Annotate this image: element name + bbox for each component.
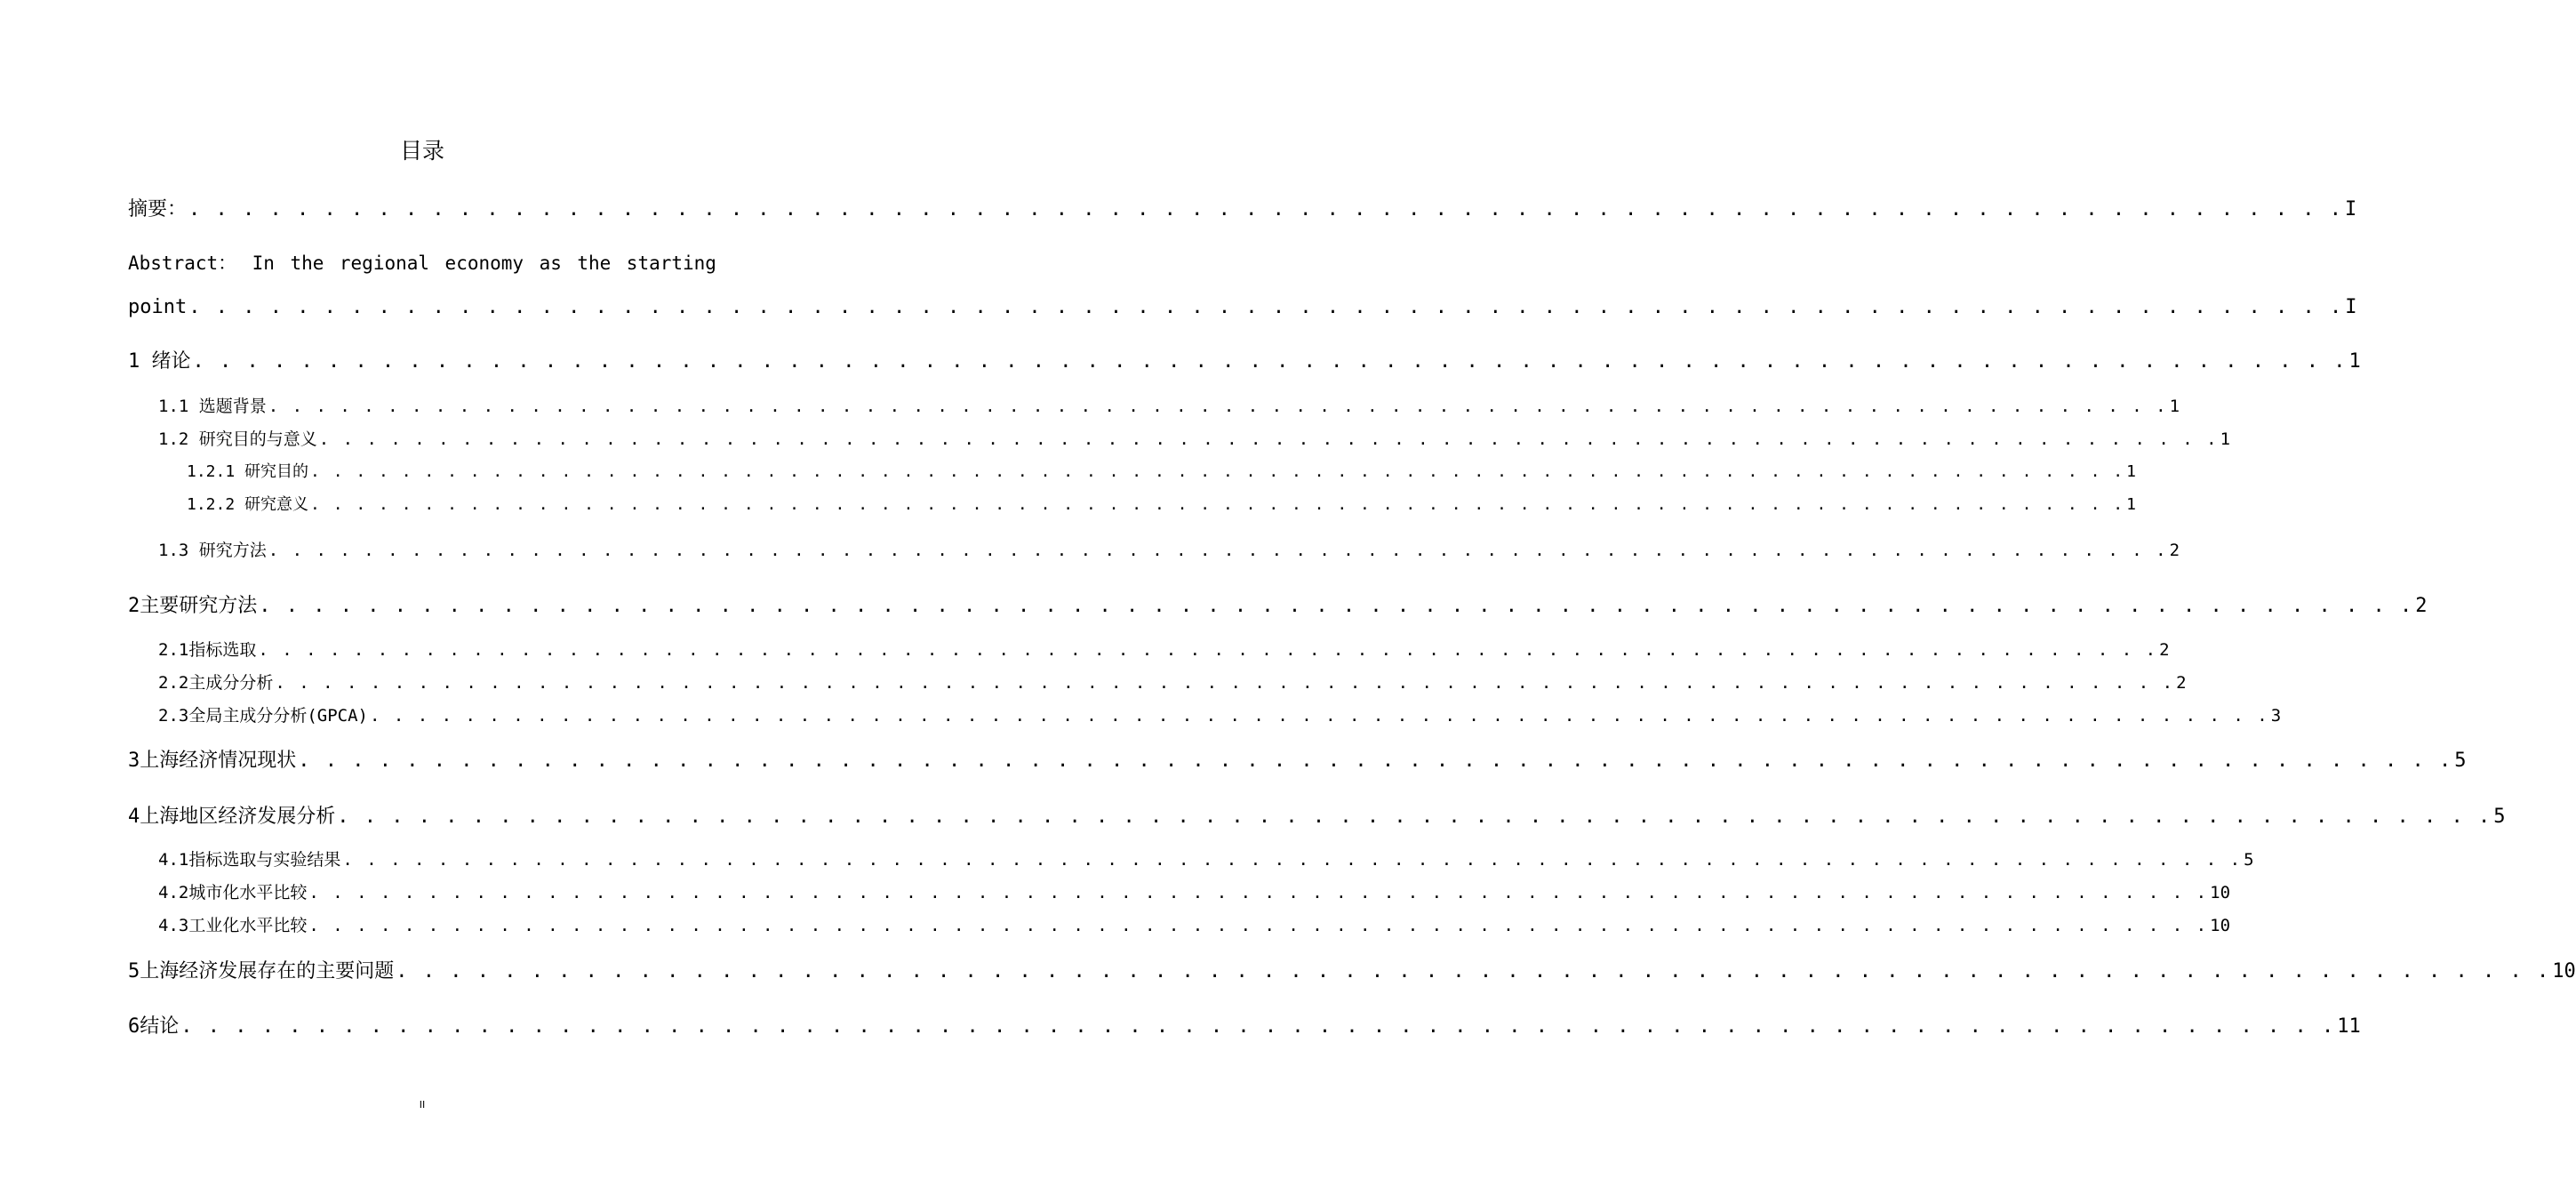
toc-entry[interactable] [158,428,2231,451]
toc-entry[interactable] [187,494,2136,516]
toc-entry-page-number: 5 [2493,806,2506,828]
toc-leader-dots: . . . . . . . . . . . . . . . . . . . . . . . . . . . . . . . . . . . . . . . . . . . . . . . . . . . . . . . . . . . . . . . . . . . . . . . . . . . . . . . . [298,750,2453,772]
abstract-word: regional [339,253,430,274]
toc-entry-label: 4上海地区经济发展分析 [128,806,336,828]
toc-leader-dots: . . . . . . . . . . . . . . . . . . . . . . . . . . . . . . . . . . . . . . . . . . . . . . . . . . . . . . . . . . . . . . . . . . . . . . . . . . . . . . . . [180,1015,2336,1038]
toc-leader-dots: . . . . . . . . . . . . . . . . . . . . . . . . . . . . . . . . . . . . . . . . . . . . . . . . . . . . . . . . . . . . . . . . . . . . . . . . . . . . . . . . [259,595,2414,617]
toc-entry-label: 1 绪论 [128,350,191,373]
toc-entry-page-number: 5 [2244,850,2254,870]
toc-entry[interactable] [128,349,2361,375]
toc-entry[interactable] [158,704,2282,727]
abstract-word: starting [626,253,716,274]
toc-entry[interactable] [128,1014,2361,1040]
toc-entry-label: 4.2城市化水平比较 [158,883,308,902]
toc-entry-page-number: 1 [2126,462,2136,481]
toc-leader-dots: . . . . . . . . . . . . . . . . . . . . . . . . . . . . . . . . . . . . . . . . . . . . . . . . . . . . . . . . . . . . . . . . . . . . . . . . . . . . . . . . [342,850,2243,870]
toc-entry[interactable] [158,848,2254,871]
toc-entry[interactable] [158,539,2180,562]
toc-entry[interactable] [128,958,2576,985]
abstract-word: In [252,253,275,274]
toc-entry[interactable] [128,593,2428,620]
footer-page-number: II [419,1099,426,1111]
toc-entry-page-number: 3 [2270,706,2282,726]
toc-entry-page-number: 1 [2220,429,2231,449]
toc-entry-label: 4.3工业化水平比较 [158,916,308,935]
toc-entry[interactable] [128,294,2357,321]
abstract-word: the [577,253,612,274]
toc-entry[interactable] [128,196,2357,223]
toc-entry[interactable] [158,395,2180,418]
abstract-word: the [290,253,324,274]
toc-entry-page-number: 5 [2454,750,2467,772]
toc-entry-page-number: I [2345,198,2357,221]
abstract-word: economy [444,253,524,274]
toc-title: 目录 [399,138,444,164]
toc-leader-dots: . . . . . . . . . . . . . . . . . . . . . . . . . . . . . . . . . . . . . . . . . . . . . . . . . . . . . . . . . . . . . . . . . . . . . . . . . . . . . . . . [369,706,2269,726]
toc-leader-dots: . . . . . . . . . . . . . . . . . . . . . . . . . . . . . . . . . . . . . . . . . . . . . . . . . . . . . . . . . . . . . . . . . . . . . . . . . . . . . . . . [192,350,2348,373]
toc-entry-page-number: 2 [2415,595,2428,617]
toc-entry-label: point [128,296,188,318]
toc-leader-dots: . . . . . . . . . . . . . . . . . . . . . . . . . . . . . . . . . . . . . . . . . . . . . . . . . . . . . . . . . . . . . . . . . . . . . . . . . . . . . . . . [318,429,2219,449]
toc-entry-page-number: 10 [2210,916,2231,935]
abstract-entry-line[interactable] [128,250,716,277]
toc-entry-label: 2.3全局主成分分析(GPCA) [158,706,368,726]
toc-leader-dots: . . . . . . . . . . . . . . . . . . . . . . . . . . . . . . . . . . . . . . . . . . . . . . . . . . . . . . . . . . . . . . . . . . . . . . . . . . . . . . . . [258,640,2158,660]
toc-entry-label: 1.2 研究目的与意义 [158,429,317,449]
toc-entry-label: 2.1指标选取 [158,640,257,660]
toc-entry-label: 6结论 [128,1015,180,1038]
toc-leader-dots: . . . . . . . . . . . . . . . . . . . . . . . . . . . . . . . . . . . . . . . . . . . . . . . . . . . . . . . . . . . . . . . . . . . . . . . . . . . . . . . . [268,397,2168,416]
toc-entry-page-number: 1 [2348,350,2361,373]
toc-entry-page-number: 11 [2337,1015,2361,1038]
toc-entry-label: 摘要： [128,198,188,221]
toc-leader-dots: . . . . . . . . . . . . . . . . . . . . . . . . . . . . . . . . . . . . . . . . . . . . . . . . . . . . . . . . . . . . . . . . . . . . . . . . . . . . . . . . [396,960,2551,982]
toc-entry[interactable] [187,461,2136,483]
toc-entry-page-number: 2 [2176,673,2187,693]
toc-leader-dots: . . . . . . . . . . . . . . . . . . . . . . . . . . . . . . . . . . . . . . . . . . . . . . . . . . . . . . . . . . . . . . . . . . . . . . . . . . . . . . . . [310,462,2125,481]
toc-entry-page-number: 2 [2169,541,2180,560]
toc-entry[interactable] [158,881,2231,904]
abstract-word: Abstract： [128,253,237,274]
toc-leader-dots: . . . . . . . . . . . . . . . . . . . . . . . . . . . . . . . . . . . . . . . . . . . . . . . . . . . . . . . . . . . . . . . . . . . . . . . . . . . . . . . . [308,916,2209,935]
toc-leader-dots: . . . . . . . . . . . . . . . . . . . . . . . . . . . . . . . . . . . . . . . . . . . . . . . . . . . . . . . . . . . . . . . . . . . . . . . . . . . . . . . . [268,541,2168,560]
toc-leader-dots: . . . . . . . . . . . . . . . . . . . . . . . . . . . . . . . . . . . . . . . . . . . . . . . . . . . . . . . . . . . . . . . . . . . . . . . . . . . . . . . . [275,673,2175,693]
toc-entry-label: 2.2主成分分析 [158,673,274,693]
toc-entry-label: 4.1指标选取与实验结果 [158,850,341,870]
toc-entry-label: 1.1 选题背景 [158,397,267,416]
toc-entry[interactable] [158,671,2187,694]
toc-leader-dots: . . . . . . . . . . . . . . . . . . . . . . . . . . . . . . . . . . . . . . . . . . . . . . . . . . . . . . . . . . . . . . . . . . . . . . . . . . . . . . . . [188,296,2344,318]
toc-leader-dots: . . . . . . . . . . . . . . . . . . . . . . . . . . . . . . . . . . . . . . . . . . . . . . . . . . . . . . . . . . . . . . . . . . . . . . . . . . . . . . . . [310,495,2125,514]
abstract-word: as [539,253,562,274]
toc-entry-label: 3上海经济情况现状 [128,750,297,772]
toc-entry[interactable] [158,914,2231,937]
toc-entry-page-number: 1 [2169,397,2180,416]
toc-entry-page-number: 1 [2126,495,2136,514]
toc-entry[interactable] [128,804,2506,830]
toc-leader-dots: . . . . . . . . . . . . . . . . . . . . . . . . . . . . . . . . . . . . . . . . . . . . . . . . . . . . . . . . . . . . . . . . . . . . . . . . . . . . . . . . [188,198,2343,221]
toc-entry-label: 2主要研究方法 [128,595,258,617]
toc-entry-page-number: 10 [2210,883,2231,902]
toc-entry[interactable] [158,638,2170,662]
toc-entry-page-number: 2 [2159,640,2170,660]
toc-entry-label: 1.2.2 研究意义 [187,495,309,514]
toc-entry-page-number: I [2345,296,2357,318]
toc-entry-label: 5上海经济发展存在的主要问题 [128,960,395,982]
toc-entry-page-number: 10 [2552,960,2576,982]
toc-entry-label: 1.3 研究方法 [158,541,267,560]
toc-entry-label: 1.2.1 研究目的 [187,462,309,481]
toc-leader-dots: . . . . . . . . . . . . . . . . . . . . . . . . . . . . . . . . . . . . . . . . . . . . . . . . . . . . . . . . . . . . . . . . . . . . . . . . . . . . . . . . [337,806,2492,828]
toc-leader-dots: . . . . . . . . . . . . . . . . . . . . . . . . . . . . . . . . . . . . . . . . . . . . . . . . . . . . . . . . . . . . . . . . . . . . . . . . . . . . . . . . [308,883,2209,902]
toc-entry[interactable] [128,748,2467,774]
